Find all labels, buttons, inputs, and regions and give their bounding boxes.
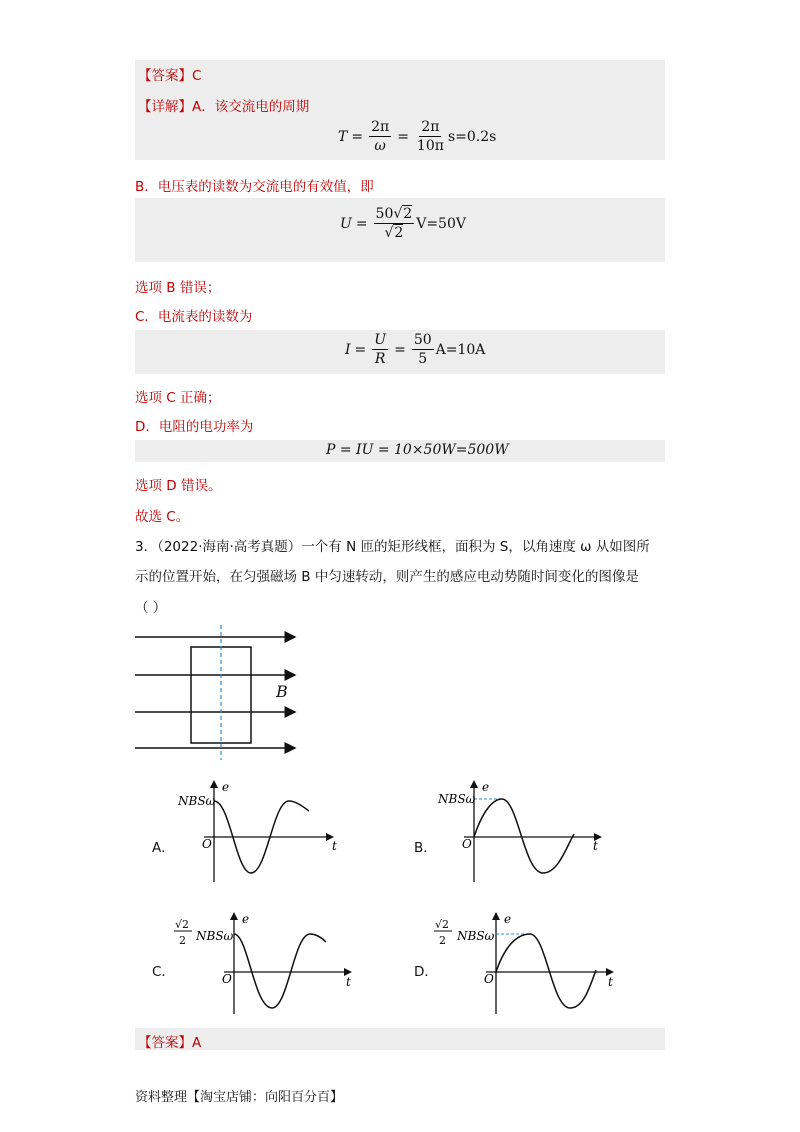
y-label: e <box>482 780 490 794</box>
period-equation: T = $\frac{2\pi}{\omega}$ = $\frac{2\pi}{10\pi}$ s=0.2s <box>338 119 497 154</box>
answer-2-tag: 【答案】 <box>138 1035 192 1051</box>
answer-value: C <box>192 68 202 84</box>
option-a-label: A． <box>152 840 175 856</box>
option-b-graph <box>430 778 610 888</box>
option-d-label: D． <box>414 964 438 980</box>
voltage-equation: U = $\frac{50√2}{√2}$ V=50V <box>340 206 466 241</box>
option-b-explanation: B．电压表的读数为交流电的有效值，即 <box>135 179 374 195</box>
conclusion: 故选 C。 <box>135 509 190 525</box>
detail-tag: 【详解】 <box>138 99 192 115</box>
question-3-line-1: 3．（2022·海南·高考真题）一个有 N 匝的矩形线框，面积为 S，以角速度 ω 从如图所 <box>135 539 650 555</box>
x-label: t <box>593 839 598 853</box>
x-label: t <box>346 975 351 989</box>
option-d-graph <box>430 910 620 1020</box>
option-d-explanation: D．电阻的电功率为 <box>135 419 254 435</box>
option-c-graph <box>170 910 360 1020</box>
answer-2-value: A <box>192 1035 202 1051</box>
option-c-label: C． <box>152 964 175 980</box>
y-label: e <box>242 912 250 926</box>
current-equation: I = $\frac{U}{R}$ = $\frac{50}{5}$ A=10A <box>345 332 486 367</box>
question-3-line-3: （ ） <box>135 600 167 616</box>
option-b-label: B． <box>414 840 437 856</box>
coil-in-field-figure <box>130 625 305 760</box>
answer-line <box>138 64 201 84</box>
field-label: B <box>276 682 288 701</box>
option-c-explanation: C．电流表的读数为 <box>135 309 253 325</box>
peak-coefficient-numerator: √2 <box>175 918 190 931</box>
answer-tag: 【答案】 <box>138 68 192 84</box>
peak-coefficient-denominator: 2 <box>179 934 186 947</box>
option-a-graph <box>170 778 350 888</box>
peak-label: NBSω <box>438 792 476 806</box>
cosine-curve <box>234 934 326 1008</box>
option-c-result: 选项 C 正确； <box>135 390 221 406</box>
origin-label: O <box>484 972 494 986</box>
footer-note: 资料整理【淘宝店铺：向阳百分百】 <box>135 1090 344 1105</box>
detail-line <box>138 95 309 115</box>
question-3-line-2: 示的位置开始，在匀强磁场 B 中匀速转动，则产生的感应电动势随时间变化的图像是 <box>135 569 639 585</box>
option-a-explanation: A．该交流电的周期 <box>192 99 310 115</box>
field-lines <box>135 637 295 748</box>
sine-curve <box>474 799 574 873</box>
peak-coefficient-numerator: √2 <box>435 918 450 931</box>
sine-curve <box>496 934 596 1008</box>
y-label: e <box>222 780 230 794</box>
peak-coefficient-denominator: 2 <box>439 934 446 947</box>
peak-label: NBSω <box>178 794 216 808</box>
peak-label: NBSω <box>457 929 495 943</box>
answer-2-line <box>138 1031 201 1051</box>
power-equation: P = IU = 10×50W=500W <box>326 442 509 458</box>
x-label: t <box>332 839 337 853</box>
origin-label: O <box>222 972 232 986</box>
origin-label: O <box>202 837 212 851</box>
y-label: e <box>504 912 512 926</box>
option-d-result: 选项 D 错误。 <box>135 478 222 494</box>
origin-label: O <box>462 837 472 851</box>
peak-label: NBSω <box>196 929 234 943</box>
option-b-result: 选项 B 错误； <box>135 280 221 296</box>
answer-2-box <box>135 1028 665 1050</box>
x-label: t <box>608 975 613 989</box>
